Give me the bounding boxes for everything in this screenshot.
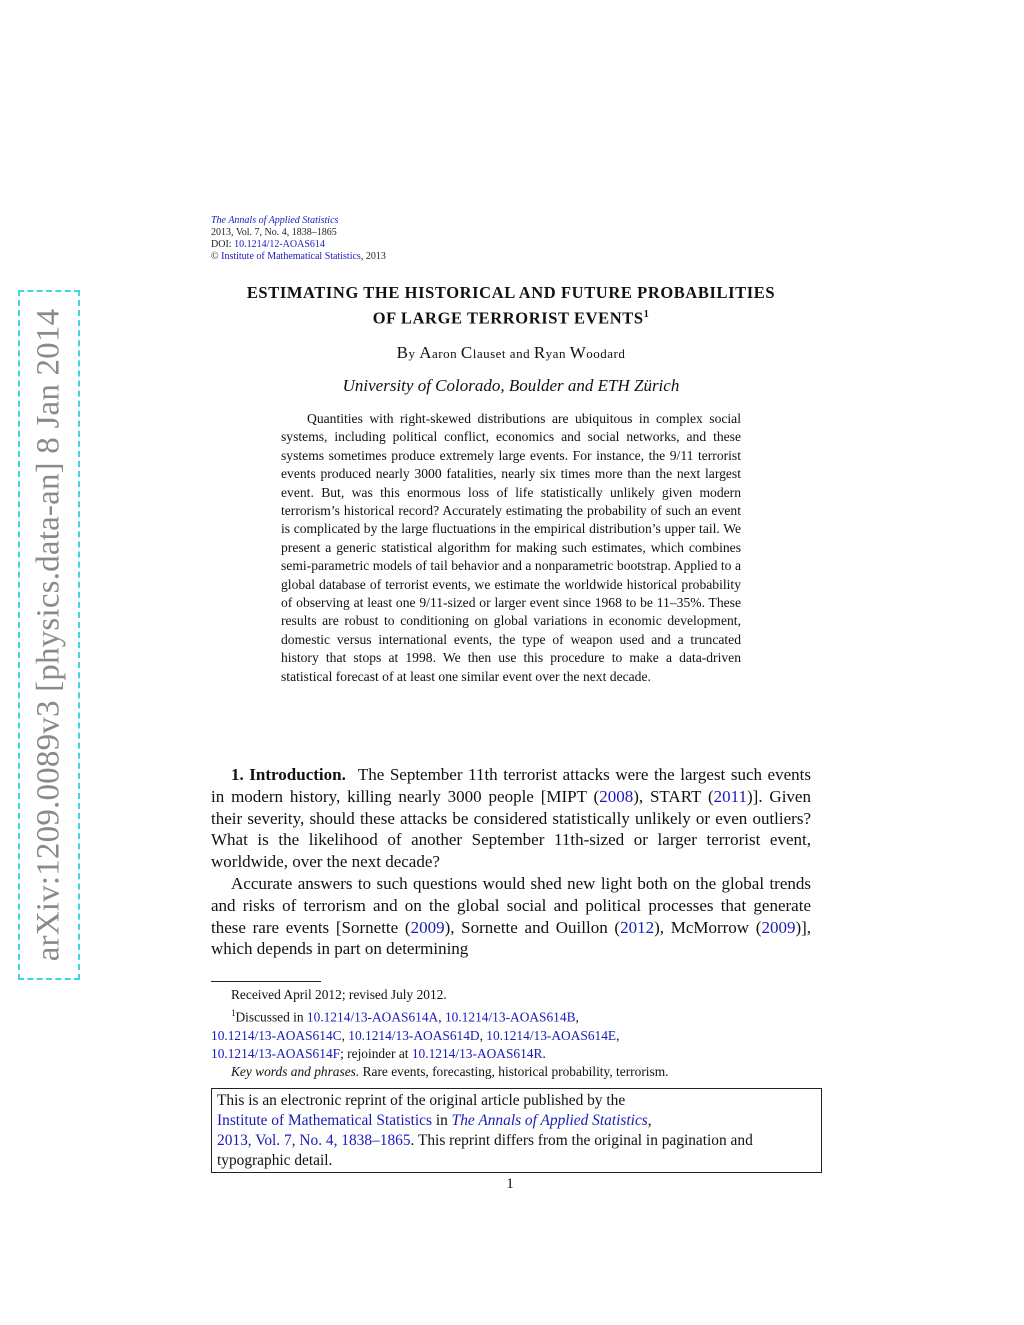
footnotes [211,986,811,1081]
received-dates: Received April 2012; revised July 2012. [231,987,447,1002]
reprint-publisher-link[interactable]: Institute of Mathematical Statistics [217,1112,432,1129]
title-line-2: OF LARGE TERRORIST EVENTS [372,308,644,328]
discussion-footnote: $^1$Discussed in 10.1214/13-AOAS614A, 10.1214/13-AOAS614B, [231,1008,579,1025]
affiliation: University of Colorado, Boulder and ETH Zürich [342,376,680,395]
section-heading: 1. Introduction. [231,765,346,784]
citation-link[interactable]: 2012 [620,917,655,937]
citation-link[interactable]: 2009 [410,917,445,937]
keywords: Key words and phrases. Rare events, forecasting, historical probability, terrorism. [231,1064,669,1080]
journal-volume: 2013, Vol. 7, No. 4, 1838–1865 [211,227,337,238]
discussion-link[interactable]: 10.1214/13-AOAS614C [211,1027,342,1043]
doi-link[interactable]: 10.1214/12-AOAS614 [234,239,325,250]
citation-link[interactable]: 2011 [713,786,747,806]
reprint-notice-box: This is an electronic reprint of the original article published by the Institute of Mathematical Statistics in The Annals of Applied Statistics, 2013, Vol. 7, No. 4, 1838–1865. This reprint differs from the original in pagination and typographic detail. [211,1088,822,1173]
discussion-link[interactable]: 10.1214/13-AOAS614A [306,1009,439,1025]
citation-link[interactable]: 2008 [599,786,634,806]
rejoinder-link[interactable]: 10.1214/13-AOAS614R [411,1046,543,1062]
intro-paragraph-2: Accurate answers to such questions would shed new light both on the global trends and risks of terrorism and on the global social and political processes that generate these rare events [Sornette (2009), Sornette and Ouillon (2012), McMorrow (2009)], which depends in part on determining [211,873,812,959]
reprint-volume-link[interactable]: 2013, Vol. 7, No. 4, 1838–1865 [217,1132,411,1149]
paper-title [211,282,811,330]
citation-link[interactable]: 2009 [761,917,796,937]
publisher-link[interactable]: Institute of Mathematical Statistics [221,251,361,262]
copyright-year: , 2013 [360,251,386,262]
abstract [281,410,741,686]
journal-name-link[interactable]: The Annals of Applied Statistics [211,215,339,226]
discussion-link[interactable]: 10.1214/13-AOAS614E [486,1027,617,1043]
reprint-journal-link[interactable]: The Annals of Applied Statistics [451,1112,648,1129]
discussion-link[interactable]: 10.1214/13-AOAS614B [444,1009,576,1025]
discussion-footnote-end: 10.1214/13-AOAS614F; rejoinder at 10.1214/13-AOAS614R. [211,1046,546,1062]
body-text [211,764,811,960]
page-number: 1 [506,1176,514,1192]
copyright-icon: © [211,251,219,262]
journal-header [211,215,511,263]
discussion-footnote-cont: 10.1214/13-AOAS614C, 10.1214/13-AOAS614D, 10.1214/13-AOAS614E, [211,1027,620,1043]
intro-paragraph-1: 1. Introduction. The September 11th terrorist attacks were the largest such events in modern history, killing nearly 3000 people [MIPT (2008), START (2011)]. Given their severity, should these attacks be considered statistically unlikely or even outliers? What is the likelihood of another September 11th-sized or larger terrorist event, worldwide, over the next decade? [211,765,811,872]
author-line: By Aaron Clauset and Ryan Woodard [396,343,626,362]
footnote-divider [211,981,321,982]
arxiv-identifier: arXiv:1209.0089v3 [physics.data-an] 8 Jan 2014 [30,308,67,962]
discussion-link[interactable]: 10.1214/13-AOAS614D [348,1027,480,1043]
title-line-1: ESTIMATING THE HISTORICAL AND FUTURE PROBABILITIES [246,283,776,302]
discussion-link[interactable]: 10.1214/13-AOAS614F [211,1046,341,1062]
arxiv-side-stamp [18,290,80,980]
title-footnote-mark[interactable]: 1 [643,309,650,320]
abstract-text: Quantities with right-skewed distributions are ubiquitous in complex social systems, including political conflict, economics and social networks, and these systems sometimes produce extremely large events. For instance, the 9/11 terrorist events produced nearly 3000 fatalities, nearly six times more than the next largest event. But, was this enormous loss of life statistically unlikely given modern terrorism’s historical record? Accurately estimating the probability of such an event is complicated by the large fluctuations in the empirical distribution’s upper tail. We present a generic statistical algorithm for making such estimates, which combines semi-parametric models of tail behavior and a nonparametric bootstrap. Applied to a global database of terrorist events, we estimate the worldwide historical probability of observing at least one 9/11-sized or larger event since 1968 to be 11–35%. These results are robust to conditioning on global variations in economic development, domestic versus international events, the type of weapon used and a truncated history that stops at 1998. We then use this procedure to make a data-driven statistical forecast of at least one similar event over the next decade. [281,411,741,684]
doi-label: DOI: [211,239,235,250]
